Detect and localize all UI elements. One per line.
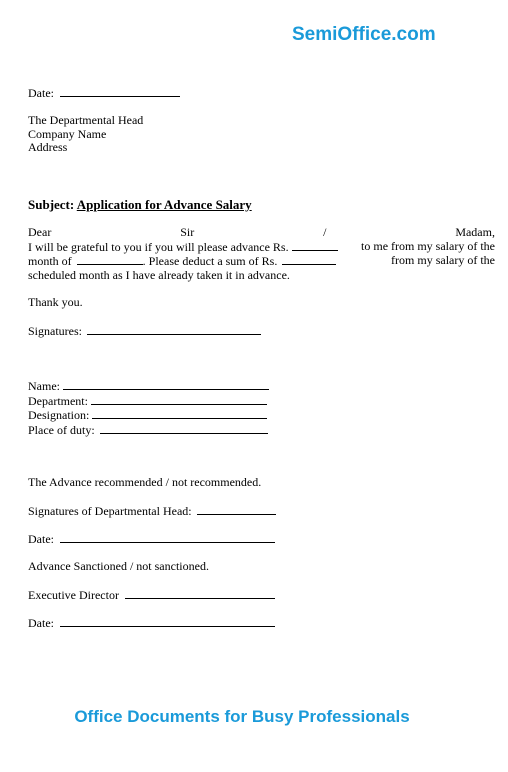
- recipient-line1: The Departmental Head: [28, 113, 144, 127]
- body-line-2c: from my salary of the: [391, 253, 495, 267]
- recipient-line2: Company Name: [28, 126, 107, 141]
- designation-blank: [92, 408, 267, 419]
- salutation-sir: Sir: [180, 225, 195, 239]
- designation-row: [28, 408, 495, 423]
- brand-logo-text: SemiOffice.com: [292, 24, 436, 45]
- department-label: Department:: [28, 393, 88, 408]
- body-line-2: [28, 254, 495, 269]
- salutation: [28, 226, 495, 240]
- advance-sanctioned-line: Advance Sanctioned / not sanctioned.: [28, 559, 209, 573]
- deduct-amount-blank: [282, 254, 336, 265]
- date2-blank: [60, 532, 275, 543]
- date-line: [28, 86, 495, 101]
- name-label: Name:: [28, 379, 60, 393]
- body-line-1b: to me from my salary of the: [361, 238, 495, 253]
- month-blank: [77, 254, 143, 265]
- body-line-2a: month of: [28, 254, 72, 268]
- signatures-blank: [87, 324, 261, 335]
- body-line-3: scheduled month as I have already taken it in advance.: [28, 267, 290, 282]
- subject-text: Application for Advance Salary: [76, 197, 252, 212]
- name-row: [28, 379, 495, 394]
- place-of-duty-row: [28, 423, 495, 438]
- date3-label: Date:: [28, 616, 54, 630]
- subject-line: [28, 198, 495, 212]
- date3-blank: [60, 616, 275, 627]
- body-line-1a: I will be grateful to you if you will please advance Rs.: [28, 239, 289, 254]
- date2-line: [28, 532, 495, 547]
- date-blank: [60, 86, 180, 97]
- signatures-head-blank: [197, 504, 276, 515]
- salutation-dear: Dear: [28, 225, 52, 239]
- footer-tagline: Office Documents for Busy Professionals: [74, 707, 410, 726]
- recipient-block: [28, 114, 495, 155]
- date3-line: [28, 616, 495, 631]
- date2-label: Date:: [28, 532, 54, 546]
- signatures-head-line: [28, 504, 495, 519]
- department-row: [28, 394, 495, 409]
- salutation-slash: /: [323, 225, 327, 239]
- place-of-duty-label: Place of duty:: [28, 422, 95, 437]
- advance-recommended-line: The Advance recommended / not recommended.: [28, 475, 262, 489]
- thanks-line: Thank you.: [28, 295, 83, 309]
- salutation-madam: Madam,: [455, 225, 495, 239]
- recipient-line3: Address: [28, 140, 68, 154]
- executive-director-line: [28, 588, 495, 603]
- department-blank: [91, 394, 267, 405]
- details-block: [28, 379, 495, 437]
- executive-director-label: Executive Director: [28, 588, 119, 602]
- signatures-label: Signatures:: [28, 324, 82, 338]
- place-of-duty-blank: [100, 423, 268, 434]
- letter-body: [28, 226, 495, 282]
- signatures-head-label: Signatures of Departmental Head:: [28, 504, 192, 518]
- name-blank: [63, 379, 269, 390]
- signatures-line: [28, 324, 495, 339]
- body-line-1: [28, 240, 495, 255]
- executive-director-blank: [125, 588, 275, 599]
- amount-blank: [292, 240, 338, 251]
- body-line-2b: . Please deduct a sum of Rs.: [142, 254, 278, 268]
- date-label: Date:: [28, 86, 54, 100]
- designation-label: Designation:: [28, 408, 90, 422]
- subject-label: Subject:: [28, 197, 75, 212]
